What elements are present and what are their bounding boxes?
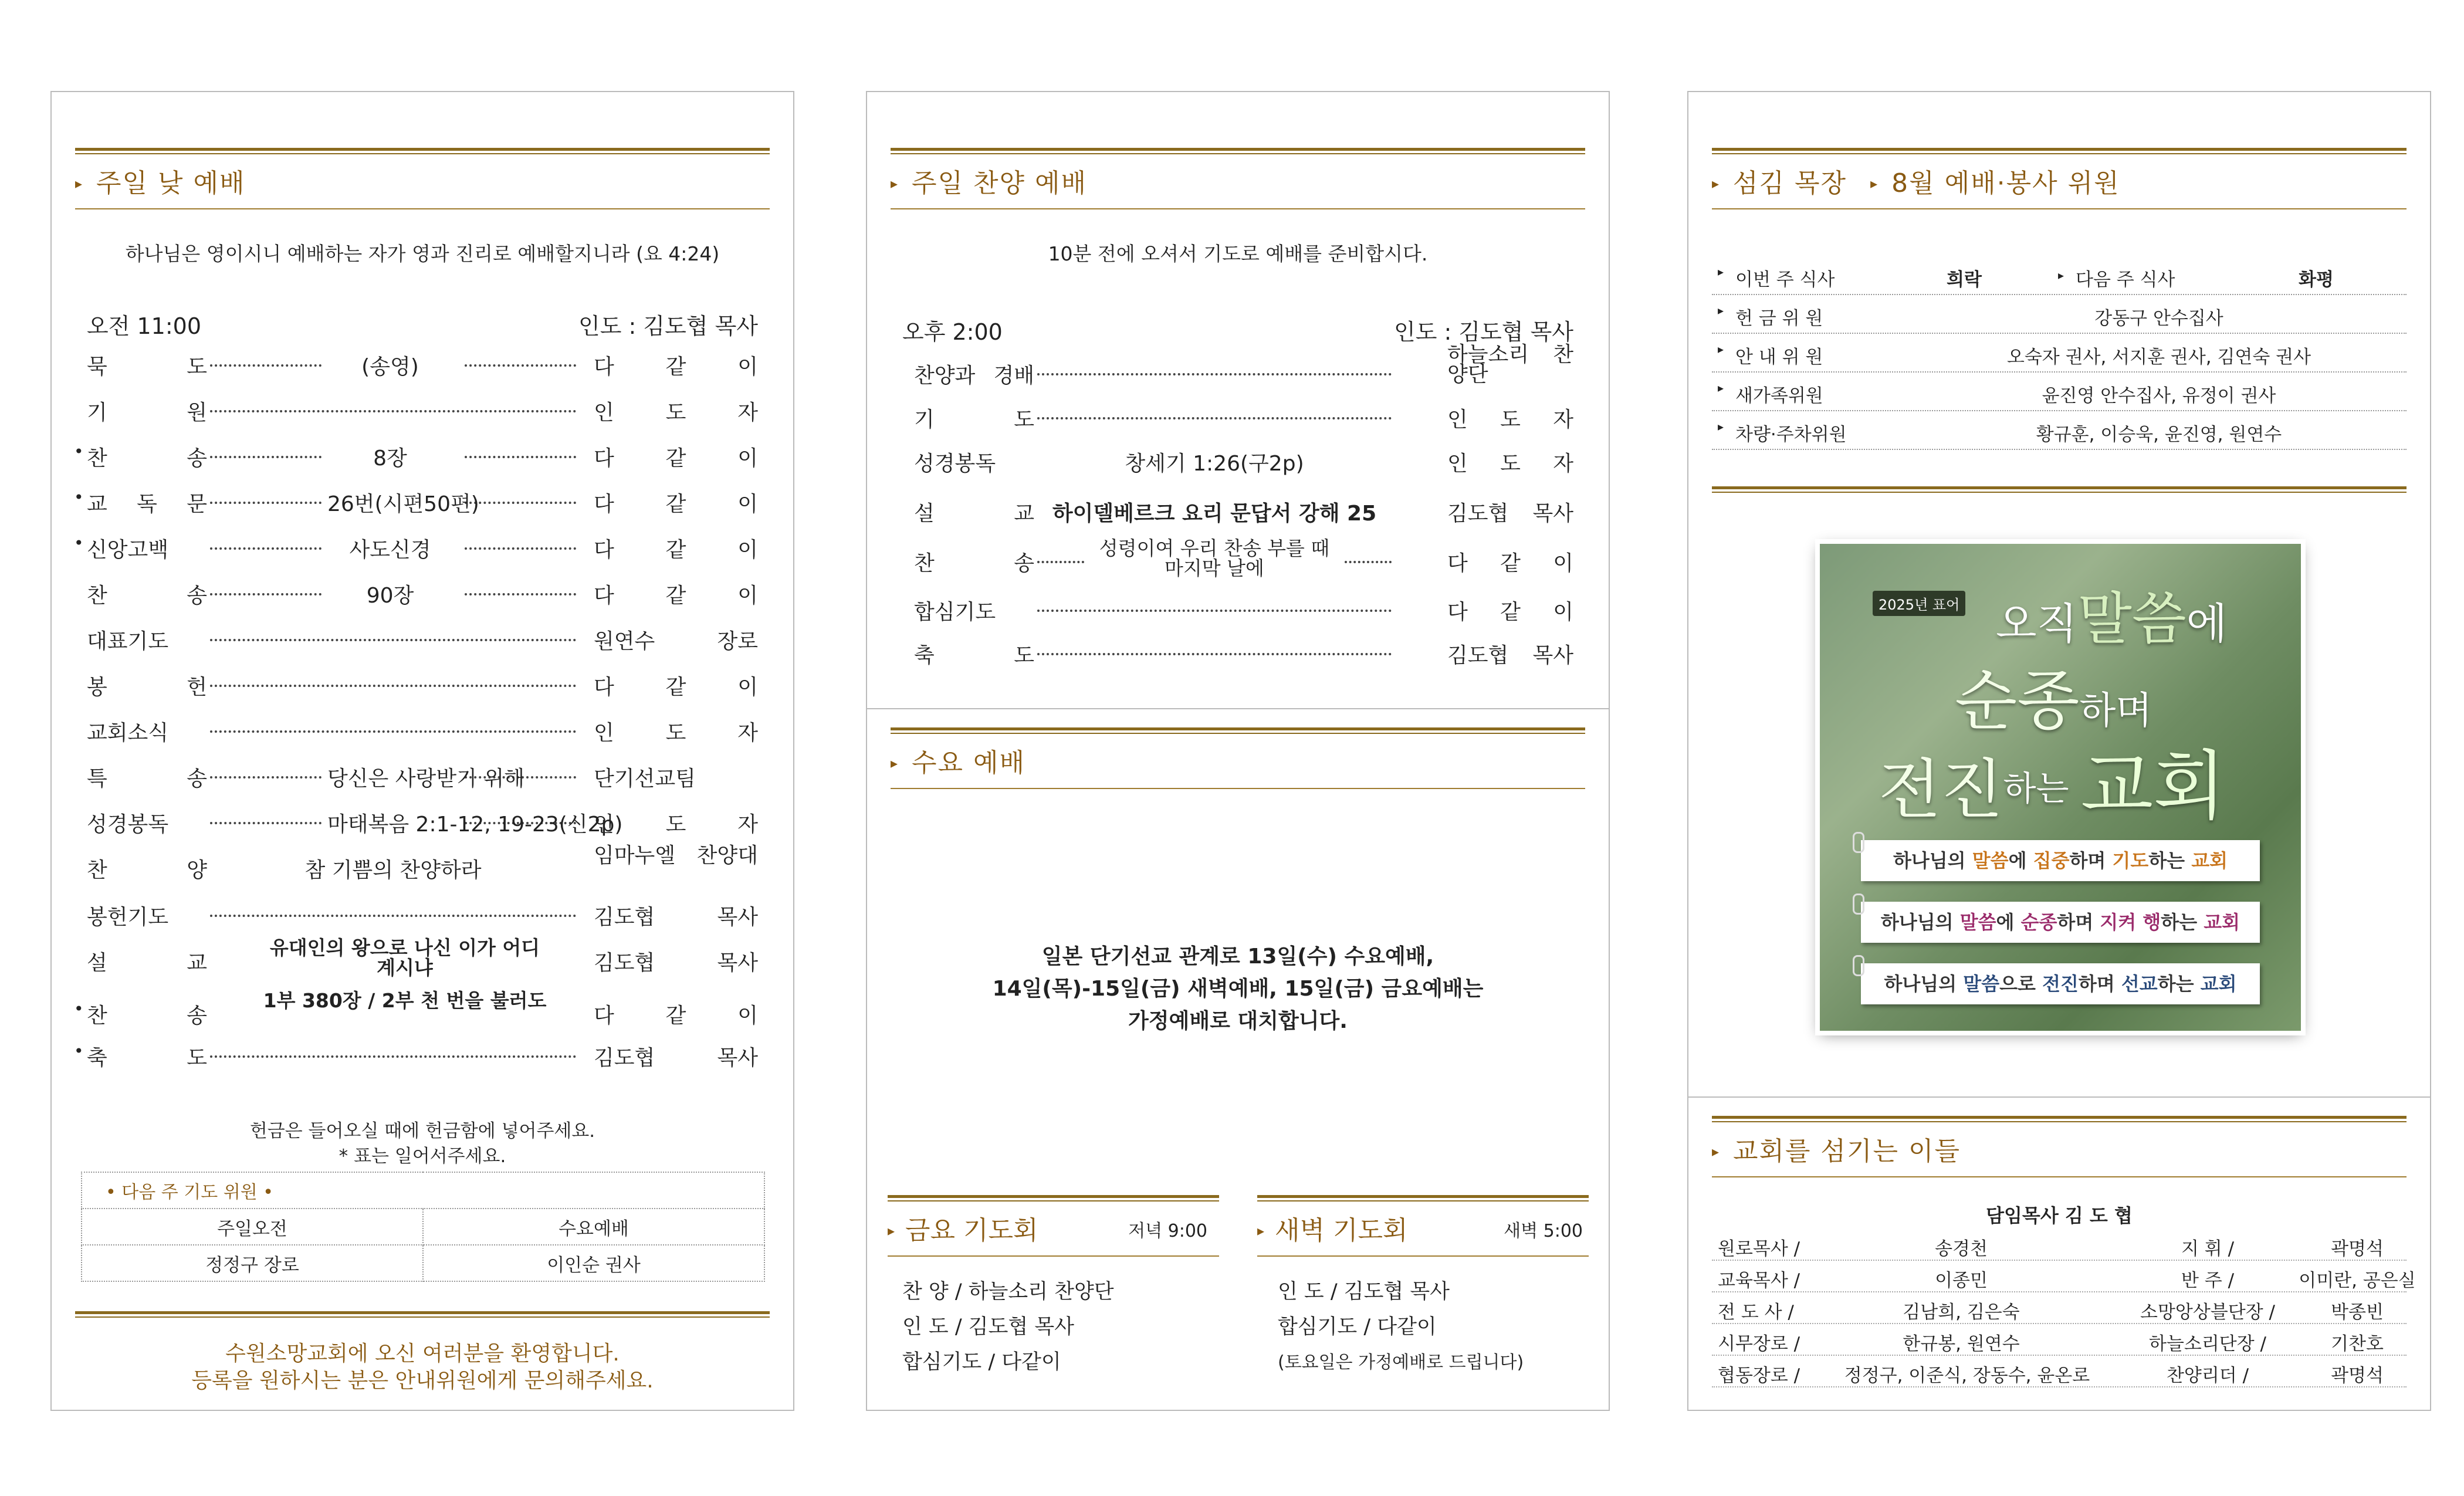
staff-cell: 이종민 bbox=[1935, 1270, 1988, 1291]
motto-card-text: 교회 bbox=[2200, 973, 2237, 995]
leader-dots bbox=[210, 364, 321, 367]
duty-row bbox=[1712, 294, 2407, 334]
staff-cell: 이미란, 공은실 bbox=[2299, 1270, 2416, 1291]
leader-dots bbox=[465, 364, 576, 367]
praise-order-person: 김도협 목사 bbox=[1447, 644, 1573, 668]
order-item bbox=[87, 625, 758, 658]
motto-card-text: 교회 bbox=[2191, 849, 2228, 872]
motto-card-text: 에 bbox=[1996, 911, 2021, 933]
dawn-line-1: 인 도 / 김도협 목사 bbox=[1278, 1280, 1450, 1304]
wednesday-title: 수요 예배 bbox=[912, 748, 1026, 778]
motto-card-text: 말씀 bbox=[1972, 849, 2009, 872]
order-item-label: • 찬 송 bbox=[87, 442, 207, 472]
fellowship-title: 섬김 목장 bbox=[1733, 168, 1847, 198]
motto-card-text: 하나님의 bbox=[1893, 849, 1972, 872]
prayer-col-sunday: 주일오전 bbox=[82, 1209, 423, 1245]
bullet-icon: ▸ bbox=[1718, 381, 1724, 395]
bullet-icon: ▸ bbox=[1718, 342, 1724, 356]
leader-dots bbox=[210, 456, 321, 458]
staff-cell: 지 휘 / bbox=[2181, 1238, 2235, 1260]
order-item-label: • 신앙고백 bbox=[87, 533, 207, 563]
order-item-label: 설 교 bbox=[87, 951, 207, 975]
motto-card-text: 기도 bbox=[2112, 849, 2149, 872]
staff-row bbox=[1712, 1323, 2407, 1356]
leader-dots bbox=[210, 822, 321, 824]
order-item-detail: 1부 380장 / 2부 천 번을 불러도 bbox=[263, 989, 547, 1012]
praise-order-label: 찬 송 bbox=[914, 551, 1034, 576]
order-item-label: • 교 독 문 bbox=[87, 488, 207, 517]
staff-cell: 곽명석 bbox=[2331, 1365, 2384, 1386]
motto-card-text: 하는 bbox=[2157, 973, 2201, 995]
order-item-person: 다 같 이 bbox=[594, 492, 758, 516]
praise-order-person: 하늘소리 찬양단 bbox=[1447, 343, 1573, 387]
order-item-detail: 당신은 사랑받기 위해 bbox=[327, 767, 524, 791]
motto-line-3: 전진하는 교회 bbox=[1879, 743, 2226, 830]
prayer-val-wednesday: 이인순 권사 bbox=[423, 1245, 764, 1281]
order-item-detail: (송영) bbox=[361, 355, 419, 379]
divider bbox=[75, 1311, 770, 1318]
this-week-meal-label: 이번 주 식사 bbox=[1735, 269, 1835, 290]
leader-dots bbox=[210, 547, 321, 550]
order-item bbox=[87, 716, 758, 749]
order-item-person: 다 같 이 bbox=[594, 355, 758, 379]
order-item-person: 단기선교팀 bbox=[594, 767, 696, 791]
dawn-time: 새벽 5:00 bbox=[1504, 1221, 1583, 1241]
motto-card-text: 하며 bbox=[2078, 973, 2121, 995]
leader-dots bbox=[210, 502, 321, 504]
next-week-meal-value: 화평 bbox=[2299, 269, 2334, 290]
praise-service-title: 주일 찬양 예배 bbox=[912, 168, 1088, 198]
praise-order-item bbox=[914, 447, 1573, 480]
praise-order-label: 설 교 bbox=[914, 502, 1034, 526]
order-item bbox=[87, 808, 758, 841]
paperclip-icon bbox=[1853, 893, 1864, 915]
motto-card-text: 하며 bbox=[2057, 911, 2100, 933]
order-item-person: 인 도 자 bbox=[594, 401, 758, 425]
praise-order-person: 다 같 이 bbox=[1447, 600, 1573, 624]
meal-duty-row: ▸ 이번 주 식사 희락 ▸ 다음 주 식사 화평 bbox=[1712, 255, 2407, 295]
standing-note: * 표는 일어서주세요. bbox=[339, 1146, 506, 1167]
staff-cell: 소망앙상블단장 / bbox=[2140, 1302, 2275, 1323]
staff-cell: 찬양리더 / bbox=[2166, 1365, 2249, 1386]
praise-order-label: 축 도 bbox=[914, 644, 1034, 668]
leader-dots bbox=[210, 639, 576, 641]
order-item-label: 찬 송 bbox=[87, 584, 207, 608]
praise-order-item bbox=[914, 537, 1573, 580]
staff-cell: 하늘소리단장 / bbox=[2149, 1333, 2266, 1355]
order-item-label: 특 송 bbox=[87, 767, 207, 791]
order-item-person: 김도협 목사 bbox=[594, 951, 758, 975]
order-item-person: 다 같 이 bbox=[594, 1004, 758, 1028]
motto-card-text: 하는 bbox=[2161, 911, 2204, 933]
praise-order-person: 다 같 이 bbox=[1447, 551, 1573, 576]
wednesday-header: ▸ 수요 예배 bbox=[891, 727, 1585, 789]
leader-dots bbox=[210, 1055, 576, 1058]
leader-dots bbox=[1037, 373, 1392, 375]
order-item-label: • 축 도 bbox=[87, 1041, 207, 1071]
friday-header: ▸ 금요 기도회 저녁 9:00 bbox=[888, 1195, 1219, 1257]
staff-cell: 원로목사 / bbox=[1718, 1238, 1800, 1260]
order-item-person: 임마누엘 찬양대 bbox=[594, 844, 758, 868]
motto-card-text: 하는 bbox=[2148, 849, 2192, 872]
staff-cell: 전 도 사 / bbox=[1718, 1302, 1794, 1323]
prayer-col-wednesday: 수요예배 bbox=[423, 1209, 764, 1245]
staff-cell: 시무장로 / bbox=[1718, 1333, 1800, 1355]
motto-card-text: 순종 bbox=[2020, 911, 2057, 933]
friday-line-2: 인 도 / 김도협 목사 bbox=[902, 1315, 1074, 1339]
order-item-label: 봉헌기도 bbox=[87, 905, 169, 929]
staff-header: ▸ 교회를 섬기는 이들 bbox=[1712, 1116, 2407, 1177]
duty-label: 차량·주차위원 bbox=[1735, 424, 1847, 445]
duty-row bbox=[1712, 410, 2407, 450]
this-week-meal-value: 희락 bbox=[1947, 269, 1982, 290]
leader-dots bbox=[1037, 417, 1392, 419]
duty-label: 안 내 위 원 bbox=[1735, 347, 1823, 368]
praise-leader: 인도 : 김도협 목사 bbox=[1394, 319, 1573, 345]
praise-time: 오후 2:00 bbox=[902, 319, 1003, 345]
praise-order-item bbox=[914, 595, 1573, 628]
motto-card bbox=[1861, 840, 2260, 881]
motto-line-1: 오직말씀에 bbox=[1996, 586, 2228, 652]
staff-cell: 김남희, 김은숙 bbox=[1903, 1302, 2020, 1323]
motto-card-text: 으로 bbox=[1999, 973, 2043, 995]
staff-cell: 박종빈 bbox=[2331, 1302, 2384, 1323]
motto-card-text: 하나님의 bbox=[1884, 973, 1964, 995]
praise-order-detail: 성령이여 우리 찬송 부를 때 마지막 날에 bbox=[1099, 537, 1330, 580]
friday-time: 저녁 9:00 bbox=[1128, 1221, 1207, 1241]
leader-dots bbox=[1037, 610, 1392, 612]
sunday-service-header: ▸ 주일 낮 예배 bbox=[75, 148, 770, 209]
motto-card-text: 말씀 bbox=[1963, 973, 2000, 995]
motto-year-tag: 2025년 표어 bbox=[1873, 591, 1965, 616]
order-item bbox=[87, 579, 758, 612]
leader-dots bbox=[465, 593, 576, 595]
order-item-person: 다 같 이 bbox=[594, 675, 758, 699]
leader-dots bbox=[210, 915, 576, 917]
motto-card-text: 에 bbox=[2008, 849, 2033, 872]
order-item-person: 김도협 목사 bbox=[594, 905, 758, 929]
ministry-header: ▸ 섬김 목장 ▸ 8월 예배·봉사 위원 bbox=[1712, 148, 2407, 209]
order-item-label: 묵 도 bbox=[87, 355, 207, 379]
leader-dots bbox=[1037, 653, 1392, 655]
leader-dots bbox=[1037, 561, 1084, 563]
dawn-header: ▸ 새벽 기도회 새벽 5:00 bbox=[1257, 1195, 1589, 1257]
praise-service-panel bbox=[866, 91, 1610, 1411]
order-item-label: 봉 헌 bbox=[87, 675, 207, 699]
order-item-person: 인 도 자 bbox=[594, 721, 758, 745]
leader-dots bbox=[210, 730, 576, 733]
staff-cell: 한규봉, 원연수 bbox=[1903, 1333, 2020, 1355]
wednesday-notice-2: 14일(목)-15일(금) 새벽예배, 15일(금) 금요예배는 bbox=[992, 977, 1484, 1001]
leader-dots bbox=[210, 410, 576, 412]
praise-order-item bbox=[914, 497, 1573, 530]
order-item-detail: 유대인의 왕으로 나신 이가 어디 계시냐 bbox=[269, 936, 540, 979]
duty-value: 황규훈, 이승욱, 윤진영, 원연수 bbox=[2036, 424, 2282, 445]
praise-order-person: 인 도 자 bbox=[1447, 452, 1573, 476]
prayer-val-sunday: 정정구 장로 bbox=[82, 1245, 423, 1281]
motto-line-2: 순종하며 bbox=[1955, 664, 2152, 739]
service-leader: 인도 : 김도협 목사 bbox=[578, 313, 758, 339]
order-item-detail: 사도신경 bbox=[349, 538, 431, 562]
staff-cell: 기찬호 bbox=[2331, 1333, 2384, 1355]
order-item bbox=[87, 350, 758, 383]
motto-card-text: 집중 bbox=[2033, 849, 2070, 872]
staff-cell: 협동장로 / bbox=[1718, 1365, 1800, 1386]
staff-cell: 반 주 / bbox=[2181, 1270, 2235, 1291]
order-item-label: 성경봉독 bbox=[87, 813, 169, 837]
divider bbox=[1712, 486, 2407, 493]
service-time: 오전 11:00 bbox=[87, 313, 202, 339]
friday-line-1: 찬 양 / 하늘소리 찬양단 bbox=[902, 1280, 1114, 1304]
motto-card-text: 교회 bbox=[2204, 911, 2240, 933]
staff-cell: 정정구, 이준식, 장동수, 윤온로 bbox=[1844, 1365, 2090, 1386]
order-item-label: 기 원 bbox=[87, 401, 207, 425]
dawn-line-3: (토요일은 가정예배로 드립니다) bbox=[1278, 1352, 1524, 1373]
order-item bbox=[87, 671, 758, 703]
staff-row bbox=[1712, 1228, 2407, 1261]
leader-dots bbox=[1345, 561, 1392, 563]
verse-text: 하나님은 영이시니 예배하는 자가 영과 진리로 예배할지니라 (요 4:24) bbox=[125, 242, 720, 265]
praise-order-person: 김도협 목사 bbox=[1447, 502, 1573, 526]
offering-note: 헌금은 들어오실 때에 헌금함에 넣어주세요. bbox=[249, 1121, 595, 1142]
paperclip-icon bbox=[1853, 832, 1864, 853]
friday-title: 금요 기도회 bbox=[905, 1216, 1038, 1245]
order-item-person: 다 같 이 bbox=[594, 538, 758, 562]
leader-dots bbox=[210, 593, 321, 595]
motto-card-text: 지켜 행 bbox=[2100, 911, 2161, 933]
order-item bbox=[87, 936, 758, 979]
praise-order-label: 찬양과 경배 bbox=[914, 364, 1034, 388]
staff-row bbox=[1712, 1291, 2407, 1324]
staff-cell: 교육목사 / bbox=[1718, 1270, 1800, 1291]
praise-order-label: 성경봉독 bbox=[914, 452, 996, 476]
order-item-person: 다 같 이 bbox=[594, 584, 758, 608]
motto-card-text: 말씀 bbox=[1959, 911, 1996, 933]
praise-order-item bbox=[914, 639, 1573, 672]
duty-title: 8월 예배·봉사 위원 bbox=[1891, 168, 2120, 198]
senior-pastor: 담임목사 김 도 협 bbox=[1986, 1204, 2133, 1227]
dawn-title: 새벽 기도회 bbox=[1275, 1216, 1408, 1245]
order-item bbox=[87, 396, 758, 429]
praise-order-detail: 창세기 1:26(구2p) bbox=[1125, 452, 1304, 476]
motto-card-text: 하나님의 bbox=[1880, 911, 1960, 933]
order-item bbox=[87, 989, 758, 1032]
duty-value: 윤진영 안수집사, 유정이 권사 bbox=[2042, 385, 2276, 407]
motto-card bbox=[1861, 963, 2260, 1004]
order-item-detail: 90장 bbox=[366, 584, 414, 608]
welcome-line-2: 등록을 원하시는 분은 안내위원에게 문의해주세요. bbox=[191, 1369, 654, 1393]
order-item-label: 찬 양 bbox=[87, 858, 207, 882]
order-item bbox=[87, 1041, 758, 1074]
order-item bbox=[87, 533, 758, 566]
order-item-person: 인 도 자 bbox=[594, 813, 758, 837]
dawn-line-2: 합심기도 / 다같이 bbox=[1278, 1315, 1437, 1339]
praise-order-person: 인 도 자 bbox=[1447, 408, 1573, 432]
duty-label: 새가족위원 bbox=[1735, 385, 1823, 407]
staff-cell: 곽명석 bbox=[2331, 1238, 2384, 1260]
praise-order-label: 합심기도 bbox=[914, 600, 996, 624]
order-item-detail: 참 기쁨의 찬양하라 bbox=[304, 858, 482, 882]
motto-card-text: 선교 bbox=[2121, 973, 2158, 995]
order-item bbox=[87, 844, 758, 886]
leader-dots bbox=[210, 776, 321, 779]
wednesday-notice-3: 가정예배로 대치합니다. bbox=[1128, 1009, 1348, 1033]
sunday-service-title: 주일 낮 예배 bbox=[96, 168, 246, 198]
praise-order-item bbox=[914, 403, 1573, 436]
motto-card-text: 하며 bbox=[2069, 849, 2113, 872]
order-item-person: 다 같 이 bbox=[594, 446, 758, 471]
order-item-person: 원연수 장로 bbox=[594, 629, 758, 654]
order-item-detail: 8장 bbox=[373, 446, 407, 471]
praise-order-item bbox=[914, 343, 1573, 392]
welcome-line-1: 수원소망교회에 오신 여러분을 환영합니다. bbox=[225, 1342, 620, 1366]
order-item-detail: 26번(시편50편) bbox=[327, 492, 479, 516]
paperclip-icon bbox=[1853, 955, 1864, 976]
praise-order-label: 기 도 bbox=[914, 408, 1034, 432]
praise-service-header: ▸ 주일 찬양 예배 bbox=[891, 148, 1585, 209]
sunday-service-panel bbox=[50, 91, 794, 1411]
order-item-label: 대표기도 bbox=[87, 629, 169, 654]
friday-line-3: 합심기도 / 다같이 bbox=[902, 1351, 1061, 1374]
bullet-icon: ▸ bbox=[1718, 419, 1724, 434]
bullet-icon: ▸ bbox=[1718, 303, 1724, 317]
leader-dots bbox=[465, 547, 576, 550]
prayer-committee-table bbox=[81, 1172, 765, 1282]
staff-row bbox=[1712, 1355, 2407, 1387]
order-item-detail: 마태복음 2:1-12, 19-23(신2p) bbox=[327, 813, 623, 837]
order-item bbox=[87, 901, 758, 933]
leader-dots bbox=[465, 502, 576, 504]
praise-intro: 10분 전에 오셔서 기도로 예배를 준비합시다. bbox=[1048, 242, 1428, 265]
wednesday-notice-1: 일본 단기선교 관계로 13일(수) 수요예배, bbox=[1041, 945, 1434, 969]
order-item bbox=[87, 442, 758, 475]
order-item bbox=[87, 488, 758, 520]
duty-row bbox=[1712, 333, 2407, 373]
leader-dots bbox=[210, 685, 576, 687]
duty-value: 강동구 안수집사 bbox=[2094, 308, 2223, 329]
motto-card bbox=[1861, 902, 2260, 943]
order-item-label: • 찬 송 bbox=[87, 999, 207, 1029]
next-week-meal-label: 다음 주 식사 bbox=[2076, 269, 2175, 290]
staff-row bbox=[1712, 1260, 2416, 1292]
staff-title: 교회를 섬기는 이들 bbox=[1733, 1136, 1961, 1166]
order-item bbox=[87, 762, 758, 795]
leader-dots bbox=[465, 456, 576, 458]
order-item-person: 김도협 목사 bbox=[594, 1046, 758, 1070]
order-item-label: 교회소식 bbox=[87, 721, 169, 745]
praise-order-detail: 하이델베르크 요리 문답서 강해 25 bbox=[1052, 502, 1377, 526]
duty-row bbox=[1712, 371, 2407, 411]
prayer-committee-title: • 다음 주 기도 위원 • bbox=[82, 1172, 764, 1209]
duty-label: 헌 금 위 원 bbox=[1735, 308, 1823, 329]
motto-card-text: 전진 bbox=[2042, 973, 2079, 995]
ministry-panel bbox=[1687, 91, 2431, 1411]
staff-cell: 송경천 bbox=[1935, 1238, 1988, 1260]
motto-poster bbox=[1820, 544, 2301, 1031]
duty-value: 오숙자 권사, 서지훈 권사, 김연숙 권사 bbox=[2006, 347, 2311, 368]
